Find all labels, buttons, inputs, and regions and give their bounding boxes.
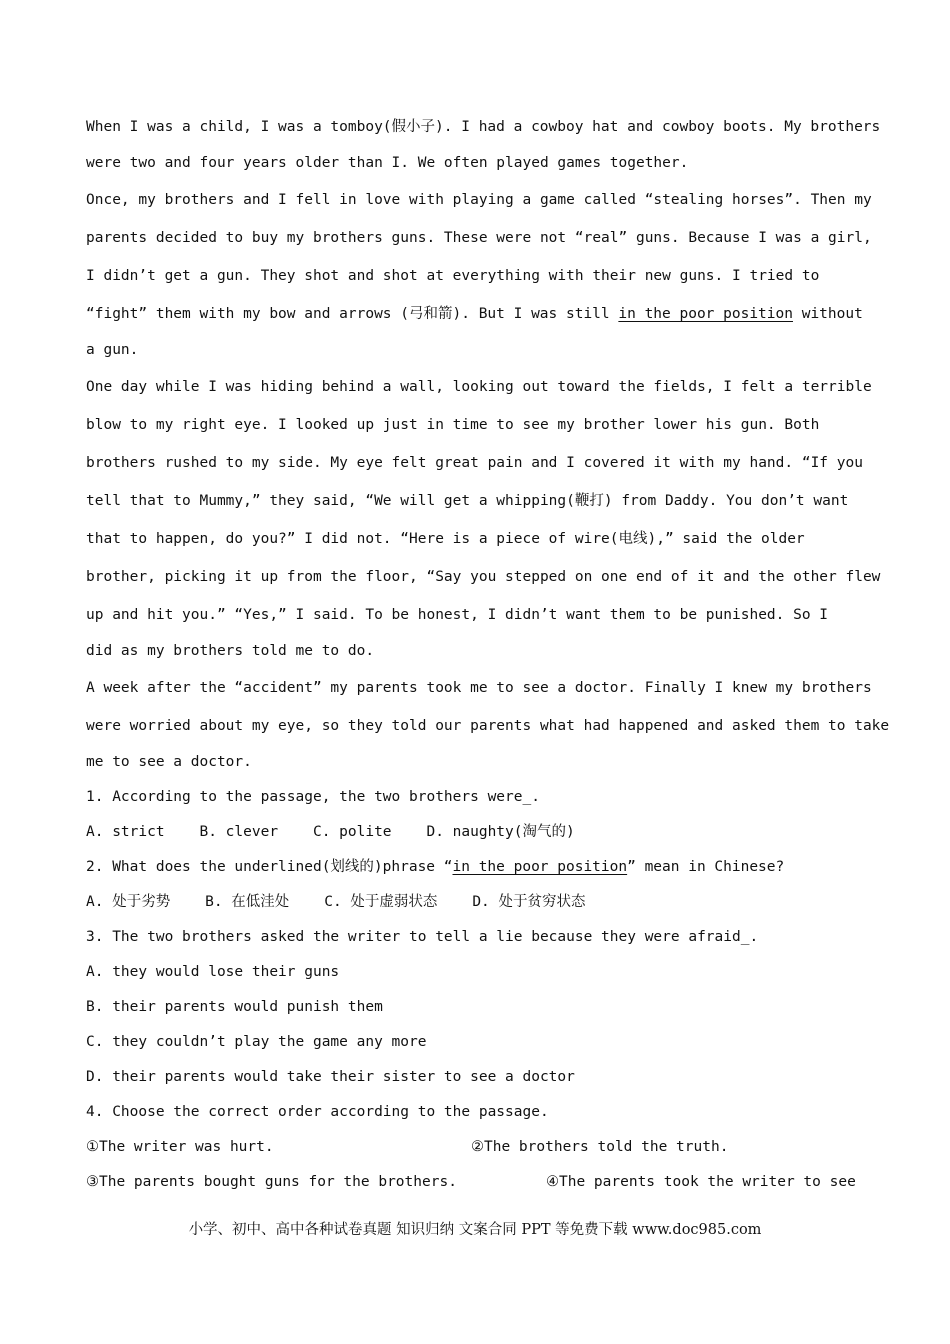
event-row xyxy=(86,1165,866,1200)
option-d: D. their parents would take their sister to see a doctor xyxy=(86,1069,575,1085)
paragraph-line: One day while I was hiding behind a wall, looking out toward the fields, I felt a terrible xyxy=(86,379,872,395)
question-4 xyxy=(86,1095,866,1200)
question-options: A. strict B. clever C. polite D. naughty(淘气的) xyxy=(86,824,575,840)
paragraph-4 xyxy=(86,669,890,780)
paragraph-line: I didn’t get a gun. They shot and shot at everything with their new guns. I tried to xyxy=(86,268,820,284)
underlined-phrase: in the poor position xyxy=(452,859,628,875)
paragraph-line: parents decided to buy my brothers guns. These were not “real” guns. Because I was a girl, xyxy=(86,230,872,246)
paragraph-line: Once, my brothers and I fell in love with playing a game called “stealing horses”. Then my xyxy=(86,192,872,208)
option-c: C. they couldn’t play the game any more xyxy=(86,1034,427,1050)
paragraph-line: blow to my right eye. I looked up just in time to see my brother lower his gun. Both xyxy=(86,417,820,433)
paragraph-line: that to happen, do you?” I did not. “Here is a piece of wire(电线),” said the older xyxy=(86,531,805,547)
option-b: B. their parents would punish them xyxy=(86,999,383,1015)
option-a: A. they would lose their guns xyxy=(86,964,340,980)
event-2: ②The brothers told the truth. xyxy=(471,1139,729,1155)
question-stem xyxy=(86,850,866,885)
question-stem: 3. The two brothers asked the writer to tell a lie because they were afraid_. xyxy=(86,929,759,945)
question-options: A. 处于劣势 B. 在低洼处 C. 处于虚弱状态 D. 处于贫穷状态 xyxy=(86,894,586,910)
paragraph-line: tell that to Mummy,” they said, “We will get a whipping(鞭打) from Daddy. You don’t want xyxy=(86,493,849,509)
paragraph-line: A week after the “accident” my parents took me to see a doctor. Finally I knew my brothers xyxy=(86,680,872,696)
paragraph-line: were two and four years older than I. We often played games together. xyxy=(86,155,689,171)
paragraph-line: a gun. xyxy=(86,342,139,358)
paragraph-line: me to see a doctor. xyxy=(86,754,252,770)
question-stem: 4. Choose the correct order according to the passage. xyxy=(86,1104,549,1120)
event-3: ③The parents bought guns for the brothers. xyxy=(86,1174,457,1190)
paragraph-line: did as my brothers told me to do. xyxy=(86,643,375,659)
paragraph-line: up and hit you.” “Yes,” I said. To be honest, I didn’t want them to be punished. So I xyxy=(86,607,829,623)
text-segment: without xyxy=(792,306,863,322)
paragraph-2 xyxy=(86,181,872,368)
paragraph-line: brothers rushed to my side. My eye felt great pain and I covered it with my hand. “If you xyxy=(86,455,863,471)
paragraph-line xyxy=(86,295,866,333)
text-segment: 2. What does the underlined(划线的)phrase “ xyxy=(86,859,453,875)
event-1: ①The writer was hurt. xyxy=(86,1139,274,1155)
text-segment: ” mean in Chinese? xyxy=(627,859,785,875)
question-3 xyxy=(86,920,866,1095)
underlined-phrase: in the poor position xyxy=(618,306,793,322)
document-body xyxy=(86,108,890,1200)
paragraph-1 xyxy=(86,108,881,181)
question-stem: 1. According to the passage, the two brothers were_. xyxy=(86,789,540,805)
paragraph-3 xyxy=(86,368,881,669)
paragraph-line: brother, picking it up from the floor, “Say you stepped on one end of it and the other flew xyxy=(86,569,881,585)
event-4: ④The parents took the writer to see xyxy=(546,1174,856,1190)
page-footer: 小学、初中、高中各种试卷真题 知识归纳 文案合同 PPT 等免费下载 www.doc985.com xyxy=(188,1222,762,1238)
paragraph-line: When I was a child, I was a tomboy(假小子). I had a cowboy hat and cowboy boots. My brothers xyxy=(86,119,881,135)
question-2 xyxy=(86,850,866,920)
text-segment: “fight” them with my bow and arrows (弓和箭). But I was still xyxy=(86,306,619,322)
question-1 xyxy=(86,780,866,850)
event-row xyxy=(86,1130,866,1165)
paragraph-line: were worried about my eye, so they told our parents what had happened and asked them to take xyxy=(86,718,890,734)
